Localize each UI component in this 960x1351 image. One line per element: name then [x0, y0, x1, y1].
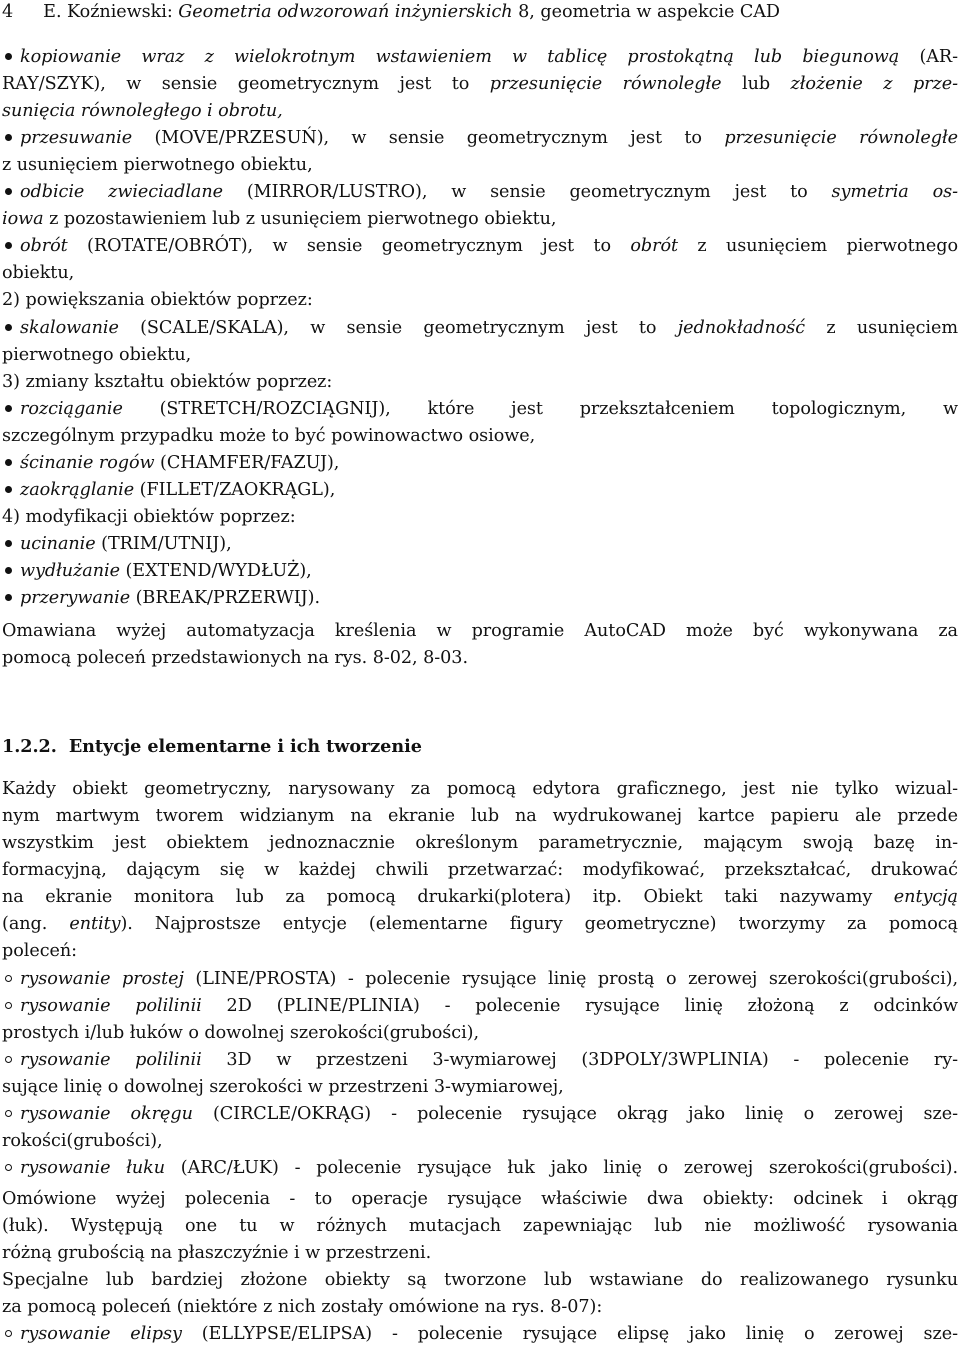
circle-bullet-icon [5, 1164, 12, 1171]
text-line [2, 1074, 958, 1101]
text-run: (STRETCH/ROZCIĄGNIJ), które jest przekształceniem topologicznym, w [122, 399, 958, 419]
text-run: poleceń: [2, 941, 78, 961]
italic-term: przesuwanie [20, 128, 133, 148]
text-line [2, 71, 958, 98]
text-run: Każdy obiekt geometryczny, narysowany za pomocą edytora graficznego, jest nie tylko wizual- [2, 779, 958, 799]
text-line [2, 938, 958, 965]
section-heading [2, 733, 958, 760]
text-line [2, 206, 958, 233]
italic-term: rysowanie elipsy [20, 1324, 182, 1344]
text-run: (FILLET/ZAOKRĄGL), [134, 480, 336, 500]
text-line [2, 423, 958, 450]
italic-term: odbicie zwieciadlane [20, 182, 223, 202]
list-item-line [2, 179, 958, 206]
text-run: rokości(grubości), [2, 1131, 163, 1151]
text-line [2, 1267, 958, 1294]
list-item-line [2, 1101, 958, 1128]
circle-bullet-icon [5, 1002, 12, 1009]
bullet-icon [5, 459, 12, 466]
text-run: pomocą poleceń przedstawionych na rys. 8-02, 8-03. [2, 648, 468, 668]
text-run: (LINE/PROSTA) - polecenie rysujące linię prostą o zerowej szerokości(grubości), [183, 969, 958, 989]
italic-term: rysowanie łuku [20, 1158, 166, 1178]
running-header [2, 0, 958, 26]
list-item-line [2, 993, 958, 1020]
text-line [2, 1186, 958, 1213]
text-run: wszystkim jest obiektem jednoznacznie określonym parametrycznie, mającym swoją bazę in- [2, 833, 958, 853]
bullet-icon [5, 486, 12, 493]
text-run: 3D w przestzeni 3-wymiarowej (3DPOLY/3WPLINIA) - polecenie ry- [201, 1050, 958, 1070]
list-item-line [2, 966, 958, 993]
bullet-icon [5, 594, 12, 601]
text-line [2, 1294, 958, 1321]
text-run: 4) modyfikacji obiektów poprzez: [2, 507, 296, 527]
text-run: (MOVE/PRZESUŃ), w sensie geometrycznym jest to [132, 128, 725, 148]
circle-bullet-icon [5, 1330, 12, 1337]
text-run: (CHAMFER/FAZUJ), [154, 453, 340, 473]
text-run: (łuk). Występują one tu w różnych mutacjach zapewniając lub nie możliwość rysowania [2, 1216, 958, 1236]
text-run: szczególnym przypadku może to być powinowactwo osiowe, [2, 426, 536, 446]
text-line [2, 504, 958, 531]
text-run: na ekranie monitora lub za pomocą drukarki(plotera) itp. Obiekt taki nazywamy [2, 887, 894, 907]
text-run: prostych i/lub łuków o dowolnej szerokości(grubości), [2, 1023, 480, 1043]
section-title: Entycje elementarne i ich tworzenie [68, 736, 422, 757]
text-line [2, 1240, 958, 1267]
text-run: z usunięciem pierwotnego obiektu, [2, 155, 313, 175]
header-title: Geometria odwzorowań inżynierskich [178, 2, 513, 22]
italic-term: entity [69, 914, 121, 934]
list-item-line [2, 1047, 958, 1074]
text-run: różną grubością na płaszczyźnie i w przestrzeni. [2, 1243, 432, 1263]
italic-term: sunięcia równoległego i obrotu, [2, 101, 283, 121]
page-number: 4 [2, 2, 14, 22]
text-line [2, 1128, 958, 1155]
circle-bullet-icon [5, 1056, 12, 1063]
italic-term: ucinanie [20, 534, 96, 554]
text-line [2, 645, 958, 672]
text-run: obiektu, [2, 263, 75, 283]
list-item-line [2, 477, 958, 504]
italic-term: ścinanie rogów [20, 453, 155, 473]
text-line [2, 884, 958, 911]
section-number: 1.2.2. [2, 736, 57, 757]
italic-term: kopiowanie wraz z wielokrotnym wstawieniem w tablicę prostokątną lub biegunową [20, 47, 900, 67]
text-run: (AR- [899, 47, 959, 67]
italic-term: skalowanie [20, 318, 119, 338]
text-run: nym martwym tworem widzianym na ekranie lub na wydrukowanej kartce papieru ale przede [2, 806, 958, 826]
header-rest: 8, geometria w aspekcie CAD [518, 2, 780, 22]
italic-term: rysowanie prostej [20, 969, 184, 989]
bullet-icon [5, 53, 12, 60]
text-run: z pozostawieniem lub z usunięciem pierwotnego obiektu, [43, 209, 557, 229]
text-run: (ang. [2, 914, 70, 934]
italic-term: rozciąganie [20, 399, 123, 419]
text-run: (TRIM/UTNIJ), [95, 534, 232, 554]
list-item-line [2, 1155, 958, 1182]
text-run: sujące linię o dowolnej szerokości w przestrzeni 3-wymiarowej, [2, 1077, 564, 1097]
italic-term: zaokrąglanie [20, 480, 135, 500]
text-run: (ARC/ŁUK) - polecenie rysujące łuk jako linię o zerowej szerokości(grubości). [165, 1158, 958, 1178]
italic-term: entycją [893, 887, 958, 907]
text-run: Omówione wyżej polecenia - to operacje rysujące właściwie dwa obiekty: odcinek i okrąg [2, 1189, 958, 1209]
text-line [2, 152, 958, 179]
text-line [2, 342, 958, 369]
italic-term: iowa [2, 209, 44, 229]
bullet-icon [5, 242, 12, 249]
text-line [2, 369, 958, 396]
list-item-line [2, 585, 958, 612]
circle-bullet-icon [5, 1110, 12, 1117]
text-line [2, 776, 958, 803]
list-item-line [2, 233, 958, 260]
text-line [2, 98, 958, 125]
text-line [2, 1213, 958, 1240]
text-line [2, 803, 958, 830]
italic-term: jednokładność [677, 318, 806, 338]
list-item-line [2, 315, 958, 342]
text-run: (SCALE/SKALA), w sensie geometrycznym jest to [118, 318, 678, 338]
text-run: (ROTATE/OBRÓT), w sensie geometrycznym jest to [67, 236, 631, 256]
italic-term: obrót [20, 236, 68, 256]
text-run: pierwotnego obiektu, [2, 345, 192, 365]
italic-term: rysowanie polilinii [20, 996, 202, 1016]
text-line [2, 1020, 958, 1047]
text-run: (ELLYPSE/ELIPSA) - polecenie rysujące elipsę jako linię o zerowej sze- [181, 1324, 958, 1344]
text-run: za pomocą poleceń (niektóre z nich zostały omówione na rys. 8-07): [2, 1297, 603, 1317]
text-run: 3) zmiany kształtu obiektów poprzez: [2, 372, 333, 392]
text-run: RAY/SZYK), w sensie geometrycznym jest to [2, 74, 490, 94]
text-run: (CIRCLE/OKRĄG) - polecenie rysujące okrąg jako linię o zerowej sze- [192, 1104, 958, 1124]
list-item-line [2, 531, 958, 558]
text-run: 2D (PLINE/PLINIA) - polecenie rysujące linię złożoną z odcinków [201, 996, 958, 1016]
italic-term: przesunięcie równoległe [489, 74, 722, 94]
text-line [2, 857, 958, 884]
text-run: (EXTEND/WYDŁUŻ), [119, 561, 312, 581]
list-item-line [2, 125, 958, 152]
text-run: (MIRROR/LUSTRO), w sensie geometrycznym jest to [222, 182, 832, 202]
italic-term: przerywanie [20, 588, 131, 608]
italic-term: symetria os- [831, 182, 958, 202]
list-item-line [2, 450, 958, 477]
italic-term: rysowanie okręgu [20, 1104, 193, 1124]
list-item-line [2, 44, 958, 71]
italic-term: obrót [630, 236, 679, 256]
list-item-line [2, 558, 958, 585]
text-run: Omawiana wyżej automatyzacja kreślenia w programie AutoCAD może być wykonywana za [2, 621, 958, 641]
bullet-icon [5, 540, 12, 547]
bullet-icon [5, 405, 12, 412]
circle-bullet-icon [5, 975, 12, 982]
text-run: z usunięciem [805, 318, 958, 338]
bullet-icon [5, 188, 12, 195]
text-run: ). Najprostsze entycje (elementarne figury geometryczne) tworzymy za pomocą [120, 914, 958, 934]
text-line [2, 911, 958, 938]
bullet-icon [5, 134, 12, 141]
text-run: z usunięciem pierwotnego [678, 236, 959, 256]
italic-term: rysowanie polilinii [20, 1050, 202, 1070]
italic-term: przesunięcie równoległe [724, 128, 958, 148]
text-run: lub [721, 74, 791, 94]
text-line [2, 830, 958, 857]
text-run: (BREAK/PRZERWIJ). [130, 588, 320, 608]
list-item-line [2, 1321, 958, 1348]
italic-term: złożenie z prze- [790, 74, 958, 94]
bullet-icon [5, 324, 12, 331]
text-line [2, 260, 958, 287]
text-run: formacyjną, dającym się w każdej chwili przetwarzać: modyfikować, przekształcać, drukować [2, 860, 958, 880]
bullet-icon [5, 567, 12, 574]
italic-term: wydłużanie [20, 561, 120, 581]
list-item-line [2, 396, 958, 423]
text-run: Specjalne lub bardziej złożone obiekty są tworzone lub wstawiane do realizowanego rysunku [2, 1270, 958, 1290]
text-run: 2) powiększania obiektów poprzez: [2, 290, 313, 310]
header-author: E. Koźniewski: [43, 2, 173, 22]
text-line [2, 287, 958, 314]
text-line [2, 618, 958, 645]
